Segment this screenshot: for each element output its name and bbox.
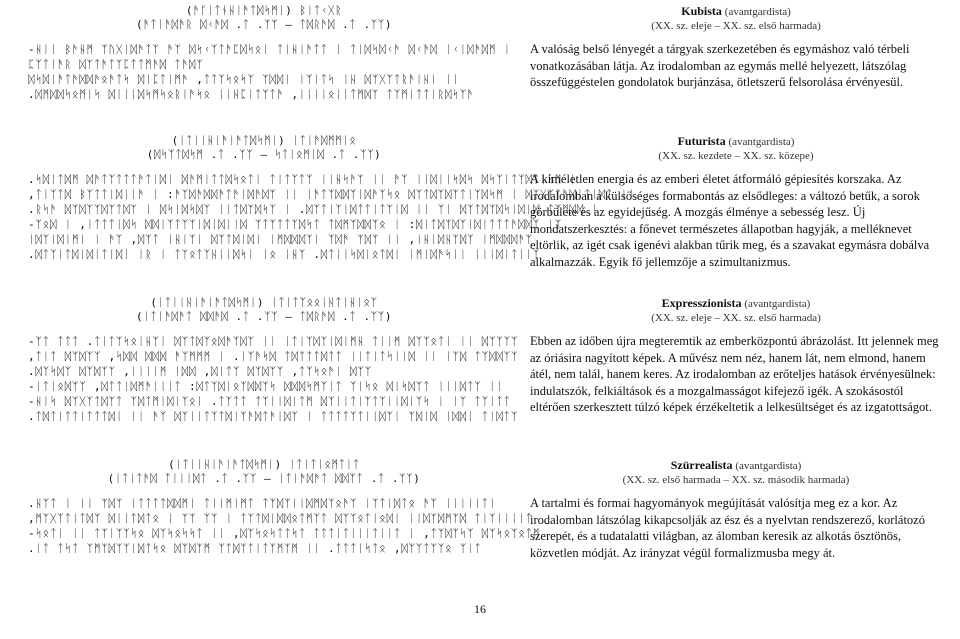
rune-line: -ᛁᛏᛁᛟᛞᛉᛉ ,ᛞᛏᛏᛁᛞᛗᚫᛁᛁᛁᛏ :ᛞᛏᛉᛞᛁᛟᛉᛞᛞᛉᛋ ᛞᛞᛞᛋᛗᛉᛁᛏ ᛉᛁᛋᛟ ᛞᛁᛋᛞᛉᛏ ᛁᛁᛁᛞᛏᛉ ᛁᛁ	[28, 380, 504, 393]
rune-line: .ᛁᛏ ᛏᛋᛏ ᛉᛗᛉᛞᛉᛉᛁᛞᛏᛋᛟ ᛞᛉᛞᛉᛗ ᛉᛏᛞᛉᛏᛁᛏᛉᛗᛉᛗ ᛁᛁ .ᛏᛏᛏᛁᛋᛏᛟ ,ᛞᛉᛉᛏᛉᛉᛟ ᛉᛁᛏ	[28, 542, 482, 555]
rune-line: .ᛞᛏᛉᛁᛏᛞᛁᛞᛁᛏᛁᛞᛁ ᛁᚱ ᛁ ᛏᛉᛟᛏᛉᚺᛁᛁᛞᛋᛁ ᛁᛟ ᛁᚺᛉ .ᛞᛏᛁᛁᛋᛞᛁᛟᛏᛞᛁ ᛁᛗᛁᛞᚫᛋᛁᛁ ᛁᛁᛁᛞᛁᛏᛁᛁᛉ	[28, 248, 541, 261]
section-tag: (avantgardista)	[728, 136, 795, 148]
section-tag: (avantgardista)	[724, 6, 791, 18]
section-text: A kíméletlen energia és az emberi életet átformáló gépiesítés korszaka. Az irodalomban a külsőséges formabontás az elsődleges: a változó betűk, a sorok görbülete és az egyidejűség. A mozgás élménye a sebesség lesz. Új mondatszerkesztés: a főnevet természetes állapotban hagyják, a melléknevet eltörlik, az igét csak igenévi alakban tűrik meg, és a szavakat egymásra dobálva alkalmazzák. Egyik fő jellemzője a szimultanizmus.	[530, 172, 930, 269]
rune-line: ᛞᛋᛞᛁᚫᛏᚫᛞᛞᚫᛟᚫᛏᛋ ᛞᛁᛈᛏᛁᛗᚫ ,ᛏᛏᛉᛋᛟᛋᛉ ᛉᛞᛞᛁ ᛁᛉᛁᛏᛋ ᛁᚺ ᛞᛉᚷᛉᛏᚱᚫᛁᚺᛁ ᛁᛁ	[28, 73, 460, 86]
rune-line: ᛈᛉᛏᛁᚫᚱ ᛞᛉᛏᚫᛏᛉᛈᛏᛏᛗᚫᛞ ᛏᚫᛞᛉ	[28, 58, 204, 71]
rune-line: ,ᛗᛉᚷᛉᛏᛁᛏᛞᛉ ᛞᛁᛁᛏᛞᛏᛟ ᛁ ᛉᛉ ᛉᛉ ᛁ ᛏᛉᛏᛞᛁᛞᛞᛟᛏᛗᛉᛏ ᛞᛉᛉᛟᛏᛁᛟᛞᛁ ᛁᛁᛞᛉᛞᛗᛉᛞ ᛏᛁᛉᛁᛁᛁᛁᛏ	[28, 512, 533, 525]
section-period: (XX. sz. első harmada – XX. sz. második harmada)	[622, 474, 850, 486]
rune-line: ᛁᛞᛉᛁᛞᛁᛗᛁ ᛁ ᚫᛉ ,ᛞᛉᛏ ᛁᚺᛁᛉᛁ ᛞᛉᛏᛞᛁᛞᛁ ᛁᛗᛞᛞᛞᛉᛁ ᛉᛞᚫ ᛉᛞᛉ ᛁᛁ ,ᛁᚺᛁᛞᚺᛉᛞᛉ ᛁᛗᛞᛞᛞᚫᛉ	[28, 233, 533, 246]
section-futurista	[530, 134, 942, 270]
page-number: 16	[474, 602, 486, 616]
rune-line: -ᚺᛁᛁ ᛒᚫᚺᛗ ᛉᚢᚷᛁᛞᚫᛏᛉ ᚫᛉ ᛞᛋᚲᛉᛏᚫᛈᛞᛋᛟᛁ ᛏᛁᚺᛁᚫᛏᛏ ᛁ ᛏᛁᛞᛋᛞᚲᚫ ᛞᚲᚫᛞ ᛁᚲᛁᛞᚫᛞᛗ ᛁ	[28, 43, 511, 56]
section-title: Futurista	[677, 134, 726, 148]
rune-title: (ᛁᛏᛁᛁᚺᛁᚫᛁᚫᛏᛞᛋᛗᛁ) ᛁᛏᛁᚫᛞᛗᛗᛁᛟ	[171, 134, 357, 147]
rune-title: (ᛁᛏᛁᛁᚺᛁᚫᛁᚫᛏᛞᛋᛗᛁ) ᛁᛏᛁᛏᛉᛟᛟᛁᚺᛏᛁᚺᛁᛟᛉ	[150, 296, 378, 309]
section-period: (XX. sz. eleje – XX. sz. első harmada)	[651, 20, 821, 32]
section-text: A valóság belső lényegét a tárgyak szerkezetében és egymáshoz való térbeli vonatkozásában látja. Az irodalomban az egymás mellé helyezett, látszólag összefüggéstelen gondolatok burjánzása, ötletszerű felsorolása érvényesül.	[530, 42, 910, 89]
section-text: Ebben az időben újra megteremtik az emberközpontú ábrázolást. Itt jelennek meg az óriásira nagyított képek. A művész nem néz, hanem lát, nem elmond, hanem átél, nem talál, hanem keres. Az irodalomban az erőteljes hatások érvényesülnek: indulatszók, felkiáltások és a mozgalmasságot kifejező igék. A szokásostól eltérően szerkesztett túlzó képek érzékeltetik a lelkesültséget és az izgatottságot.	[530, 334, 939, 414]
rune-line: .ᚱᛋᚫ ᛞᛉᛞᛉᛉᛞᛉᛏᛞᛉ ᛁ ᛞᛋᛁᛞᛋᛞᛉ ᛁᛁᛏᛞᛉᛞᛋᛉ ᛁ .ᛞᛉᛏᛁᛉᛁᛞᛏᛏᛁᛏᛉᛁᛞ ᛁᛁ ᛉᛁ ᛞᛉᛏᛞᛉᛞᛋᛁᛞᛁᛞ ᛏᛉᛗᛞᛞ ᛁ	[28, 203, 599, 216]
section-tag: (avantgardista)	[744, 298, 811, 310]
rune-title: (ᚫᚴᛁᛏᚾᚺᛁᚫᛏᛞᛋᛗᛁ) ᛒᛁᛏᚲᚷᚱ	[185, 4, 343, 17]
rune-line: .ᛋᛞᛁᛏᛞᛗ ᛞᚫᛏᛉᛏᛏᛏᚫᛏᛁᛞᛁ ᛞᚫᛗᛁᛏᛏᛞᛋᛟᛏᛁ ᛏᛁᛏᛉᛏᛉ ᛁᛁᚺᛋᚫᛉ ᛁᛁ ᚫᛉ ᛁᛁᛞᛁᛁᛋᛞᛋ ᛞᛋᛉᛁᛏᛉᛞᛏᛁᛋᛗ ᛁ	[28, 173, 577, 186]
section-title: Expresszionista	[661, 296, 742, 310]
rune-subtitle: (ᚫᛏᛁᚫᛞᚫᚱ ᛞᚲᚫᛞ .ᛏ .ᛉᛉ – ᛏᛞᚱᚫᛞ .ᛏ .ᛉᛉ)	[136, 18, 392, 31]
rune-line: .ᚺᛉᛏ ᛁ ᛁᛁ ᛉᛞᛉ ᛁᛏᛏᛏᛏᛞᛞᛗᛁ ᛏᛁᛁᛗᛁᛗᛏ ᛏᛉᛞᛉᛁᛁᛞᛗᛞᛉᛟᚫᛉ ᛁᛉᛏᛁᛞᛏᛟ ᚫᛉ ᛁᛁᛁᛁᛁᛏᛁ	[28, 497, 497, 510]
section-kubista-rune	[28, 4, 511, 102]
section-period: (XX. sz. eleje – XX. sz. első harmada)	[651, 312, 821, 324]
rune-line: -ᛉᛟᛞ ᛁ ,ᛁᛏᛏᛏᛁᛞᛋ ᛞᛞᛁᛉᛏᛉᛉᛁᛞᛁᛞᛁᛁᛞ ᛉᛏᛉᛏᛏᛉᛞᛋᛏ ᛏᛞᛗᛉᛞᛞᛉᛟ ᛁ :ᛞᛁᛏᛞᛉᛞᛉᛁᛞᛁᛏᛏᛏᚫᛞᛞᛉ ᛁᛉ	[28, 218, 563, 231]
rune-line: .ᛞᛗᛞᛞᛋᛟᛗᛁᛋ ᛞᛁᛁᛁᛞᛋᛗᛋᛟᚱᛁᚫᛋᛟ ᛁᛁᚺᛈᛁᛏᛉᛏᚫ ,ᛁᛁᛁᛁᛟᛁᛁᛏᛗᛞᛉ ᛏᛉᛗᛁᛏᛏᛁᚱᛞᛋᛉᚫ	[28, 88, 475, 101]
rune-line: .ᛏᛞᛏᛁᛏᛏᛁᛏᛏᛏᛞᛁ ᛁᛁ ᚫᛉ ᛞᛉᛁᛁᛏᛉᛏᛞᛁᛉᚫᛞᛏᚫᛁᛞᛉ ᛁ ᛏᛏᛏᛏᛉᛏᛁᛁᛞᛉᛁ ᛉᛞᛁᛞ ᛁᛞᛞᛁ ᛏᛁᛞᛏᛉ	[28, 410, 519, 423]
section-futurista-rune	[28, 134, 636, 262]
rune-line: -ᚺᛁᛋ ᛞᛉᚷᛉᛏᛞᛉᛏ ᛉᛞᛏᛗᛁᛞᛁᛉᛟᛁ .ᛏᛉᛏᛏ ᛏᛉᛁᛁᛞᛁᛏᛗ ᛞᛉᛁᛁᛏᛁᛉᛏᛉᛁᛁᛞᛁᛉᛋ ᛁ ᛁᛉ ᛏᛉᛁᛏᛏ	[28, 395, 511, 408]
section-text: A tartalmi és formai hagyományok megújítását valósítja meg ez a kor. Az irodalomban látszólag kikapcsolják az ész és a nyelvtan rendszerező, korlátozó szerepét, és a tudatalatti világban, az álomban keresik az alkotás ösztönös, közvetlen módját. Az irányzat végül formalizmusba megy át.	[530, 496, 925, 560]
rune-subtitle: (ᛁᛏᛁᚫᛞᚫᛏ ᛞᛞᚫᛞ .ᛏ .ᛉᛉ – ᛏᛞᚱᚫᛞ .ᛏ .ᛉᛉ)	[136, 310, 392, 323]
section-szurrealista-rune	[28, 458, 541, 556]
section-period: (XX. sz. kezdete – XX. sz. közepe)	[658, 150, 814, 162]
rune-line: ,ᛏᛁᛉᛏᛞ ᛒᛉᛏᛏᛁᛞᛁᛁᚫ ᛁ :ᚫᛉᛞᚫᛞᛞᚫᛏᚫᛁᛞᚫᛞᛉ ᛁᛁ ᛁᚫᛏᛉᛞᛞᛉᛁᛞᚫᛉᛋᛟ ᛞᛉᛏᛞᛉᛞᛉᛏᛁᛉᛞᛋᛗ ᛁ ᛞᛉᚷᛉᛏᚫᛞᛁᛏᛁᛞᛏ ᛁᛁ	[28, 188, 636, 201]
rune-line: .ᛞᛉᛋᛞᛉ ᛞᛉᛞᛉᛉ ,ᛁᛁᛁᛁᛗ ᛁᛞᛞ ,ᛞᛁᛏᛉ ᛞᛉᛞᛉᛉ ,ᛏᛉᛋᛟᚫᛁ ᛞᛉᛉ	[28, 365, 372, 378]
section-title: Szürrealista	[670, 458, 733, 472]
section-kubista	[530, 4, 942, 91]
section-szurrealista	[530, 458, 942, 561]
rune-line: ,ᛏᛁᛏ ᛞᛉᛞᛉᛉ ,ᛋᛞᛞ ᛞᛞᛞ ᚫᛉᛗᛗᛗ ᛁ .ᛁᛉᚫᛋᛞ ᛏᛞᛏᛏᛏᛞᛏᛏ ᛁᛁᛏᛁᛏᛋᛁᛁᛞ ᛁᛁ ᛁᛉᛞ ᛏᛉᛞᛞᛉᛉ	[28, 350, 519, 363]
section-tag: (avantgardista)	[735, 460, 802, 472]
rune-subtitle: (ᛁᛏᛁᛏᚫᛞ ᛏᛁᛁᛁᛞᛏ .ᛏ .ᛉᛉ – ᛁᛏᛁᚫᛞᚫᛏ ᛞᛞᛉᛏ .ᛏ .ᛉᛉ)	[107, 472, 421, 485]
section-expresszionista	[530, 296, 942, 416]
section-expresszionista-rune	[28, 296, 519, 424]
section-title: Kubista	[681, 4, 722, 18]
rune-subtitle: (ᛞᛋᛉᛏᛞᛋᛗ .ᛏ .ᛉᛉ – ᛋᛏᛁᛟᛗᛁᛞ .ᛏ .ᛉᛉ)	[146, 148, 382, 161]
rune-line: -ᛋᛟᛏᛁ ᛁᛁ ᛏᛉᛁᛉᛉᛋᛟ ᛞᛉᛋᛟᛋᛋᛏ ᛁᛁ ,ᛞᛉᛋᛟᛋᛏᛏᛋᛏ ᛏᛏᛏᛁᛏᛁᛁᛁᛏᛁᛁᛏ ᛁ ,ᛏᛉᛞᛉᛋᛉ ᛞᛉᛋᛟᛉᛟᛏᛗ	[28, 527, 541, 540]
rune-title: (ᛁᛏᛁᛁᚺᛁᚫᛁᚫᛏᛞᛋᛗᛁ) ᛁᛏᛁᛏᛁᛟᛗᛏᛁᛏ	[168, 458, 360, 471]
rune-line: -ᛉᛏ ᛏᛏᛏ .ᛏᛁᛏᛉᛋᛟᛁᚺᛉᛁ ᛞᛉᛏᛞᛉᛟᛞᚫᛉᛞᛉ ᛁᛁ ᛁᛏᛁᛉᛞᛉᛁᛞᛁᛗᚺ ᛏᛁᛁᛗ ᛞᛉᛉᛟᛏᛁ ᛁᛁ ᛞᛉᛉᛉᛉ	[28, 335, 519, 348]
